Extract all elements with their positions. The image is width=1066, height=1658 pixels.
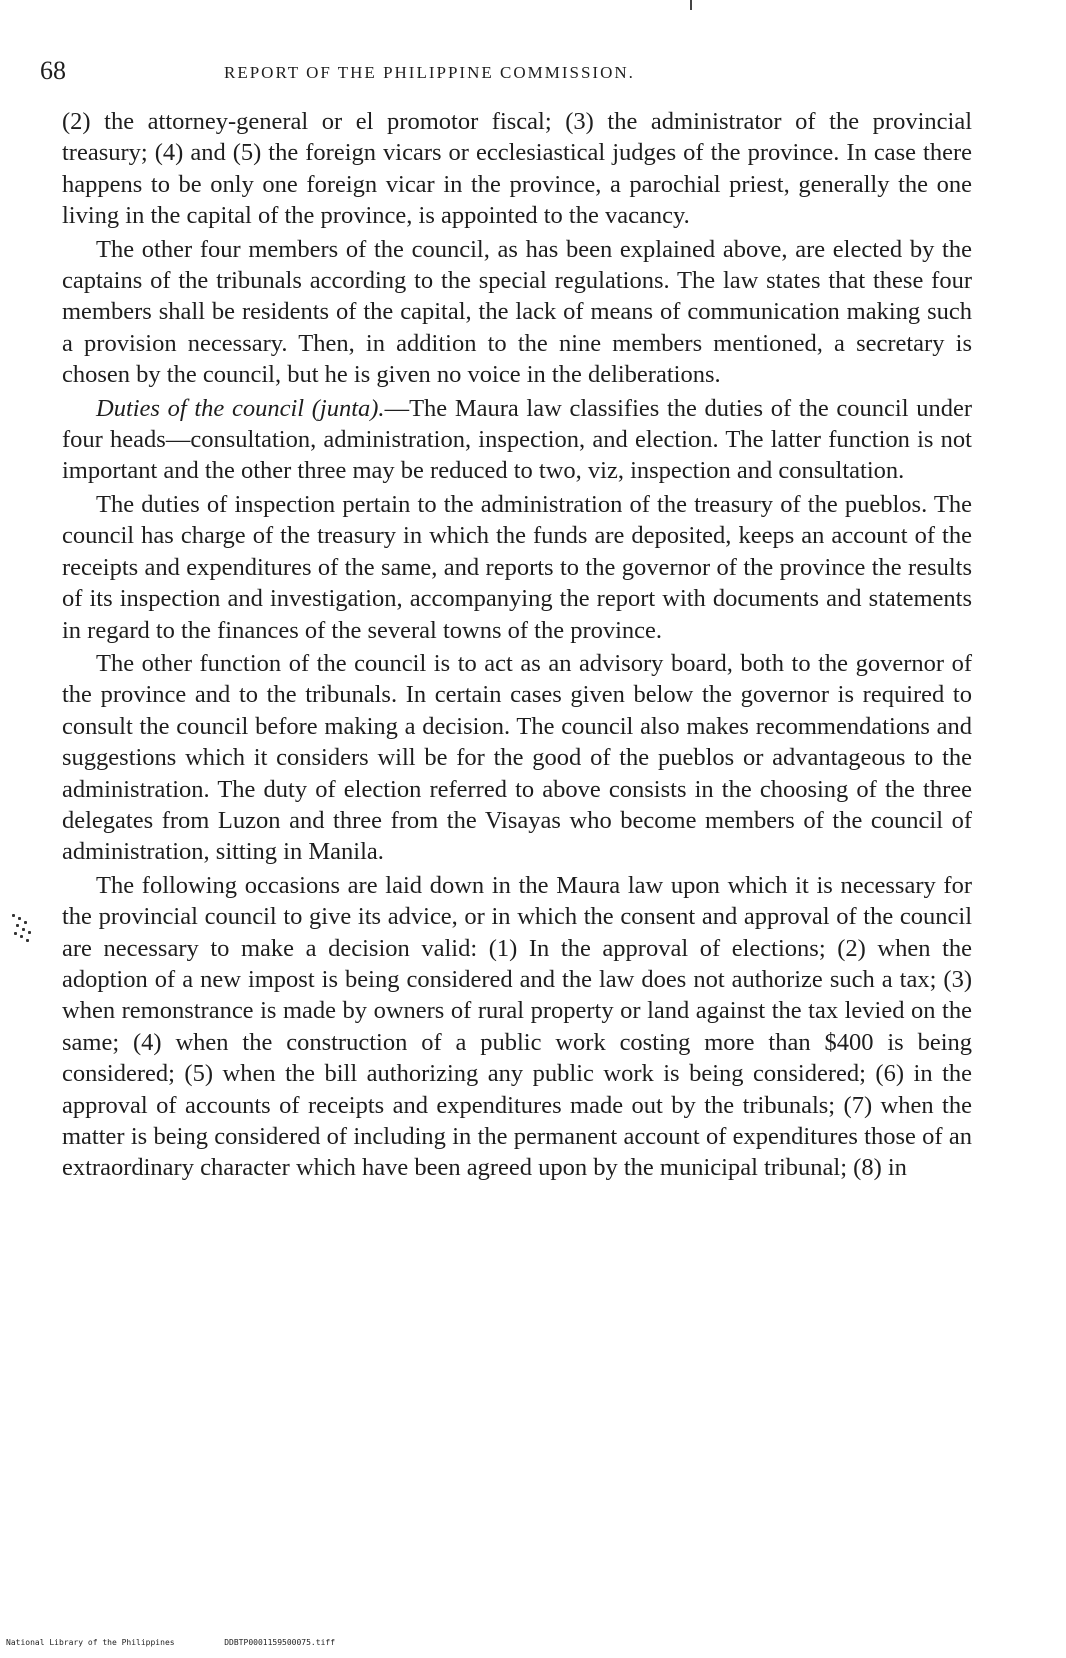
paragraph-4: The duties of inspection pertain to the administration of the treasury of the pueblos. The council has charge of the treasury in which the funds are deposited, keeps an account of the receipts and expenditures of the same, and reports to the governor of the province the results of its inspection and investigation, accompanying the report with documents and statements in regard to the finances of the several towns of the province.	[62, 490, 972, 644]
scan-artifact-mark	[690, 0, 692, 10]
margin-ink-mark	[8, 912, 38, 946]
page-header	[40, 56, 802, 90]
footer-file-id: DDBTP0001159500075.tiff	[224, 1638, 336, 1647]
section-heading-duties: Duties of the council (junta).	[96, 394, 385, 422]
footer-library: National Library of the Philippines	[6, 1638, 175, 1647]
paragraph-5: The other function of the council is to act as an advisory board, both to the governor of the province and to the tribunals. In certain cases given below the governor is required to consult the council before making a decision. The council also makes recommendations and suggestions which it considers will be for the good of the pueblos or advantageous to the administration. The duty of election referred to above consists in the choosing of the three delegates from Luzon and three from the Visayas who become members of the council of administration, sitting in Manila.	[62, 649, 972, 866]
paragraph-3	[62, 393, 972, 487]
paragraph-2: The other four members of the council, as has been explained above, are elected by the captains of the tribunals according to the special regulations. The law states that these four members shall be residents of the capital, the lack of means of communication making such a provision necessary. Then, in addition to the nine members mentioned, a secretary is chosen by the council, but he is given no voice in the deliberations.	[62, 235, 972, 389]
paragraph-3-text: —The Maura law classifies the duties of the council under four heads—consultation, administration, inspection, and election. The latter function is not important and the other three may be reduced to two, viz, inspection and consultation.	[62, 394, 972, 485]
page-body	[62, 106, 972, 1186]
paragraph-6: The following occasions are laid down in the Maura law upon which it is necessary for the provincial council to give its advice, or in which the consent and approval of the council are necessary to make a decision valid: (1) In the approval of elections; (2) when the adoption of a new impost is being considered and the law does not authorize such a tax; (3) when remonstrance is made by owners of rural property or land against the tax levied on the same; (4) when the construction of a public work costing more than $400 is being considered; (5) when the bill authorizing any public work is being considered; (6) in the approval of accounts of receipts and expenditures made out by the tribunals; (7) when the matter is being considered of including in the permanent account of expenditures those of an extraordinary character which have been agreed upon by the municipal tribunal; (8) in	[62, 871, 972, 1182]
page-number: 68	[40, 56, 66, 85]
scan-footer	[6, 1638, 335, 1647]
paragraph-1: (2) the attorney-general or el promotor fiscal; (3) the administrator of the provincial treasury; (4) and (5) the foreign vicars or ecclesiastical judges of the province. In case there happens to be only one foreign vicar in the province, a parochial priest, generally the one living in the capital of the province, is appointed to the vacancy.	[62, 108, 972, 230]
running-title: REPORT OF THE PHILIPPINE COMMISSION.	[224, 63, 635, 82]
